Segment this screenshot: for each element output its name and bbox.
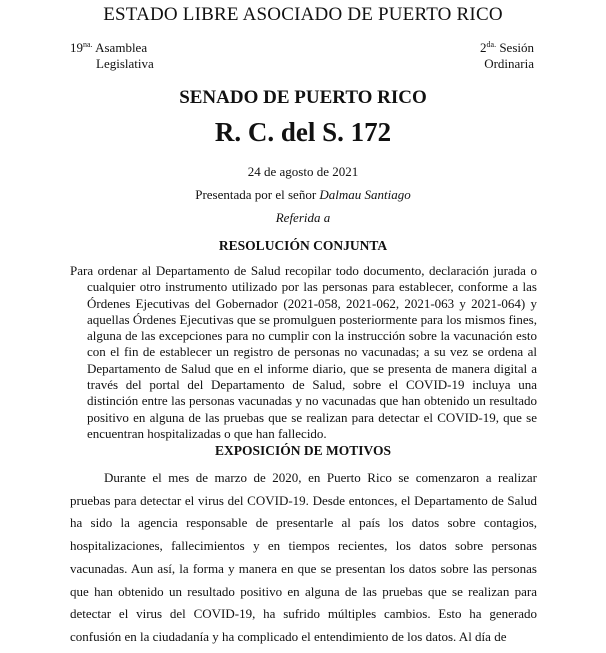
referred-to: Referida a (275, 210, 331, 225)
state-title: ESTADO LIBRE ASOCIADO DE PUERTO RICO (103, 4, 503, 25)
session-label (480, 40, 534, 72)
presented-by (0, 187, 606, 203)
session-word: Sesión (499, 40, 534, 55)
presented-prefix: Presentada por el señor (195, 187, 317, 202)
assembly-type: Legislativa (96, 56, 154, 71)
chamber-title: SENADO DE PUERTO RICO (179, 87, 427, 108)
motives-heading: EXPOSICIÓN DE MOTIVOS (214, 443, 391, 458)
bill-date: 24 de agosto de 2021 (247, 164, 359, 179)
assembly-word: Asamblea (95, 40, 148, 55)
resolution-abstract: Para ordenar al Departamento de Salud recopilar todo documento, declaración jurada o cualquier otro instrumento utilizado por las personas para establecer, conforme a las Órdenes Ejecutivas del Gobernador (2021-058, 2021-062, 2021-063 y 2021-064) y aquellas Órdenes Ejecutivas que se promulguen posteriormente para los mismos fines, alguna de las excepciones para no cumplir con la instrucción sobre la vacunación esto con el fin de establecer un registro de personas no vacunadas; a su vez se ordena al Departamento de Salud que en el informe diario, que se presenta de manera digital a través del portal del Departamento de Salud, sobre el COVID-19 incluya una distinción entre las personas vacunadas y no vacunadas que han obtenido un resultado positivo en alguna de las pruebas que se realizan para detectar el COVID-19, que se encuentran hospitalizadas o que han fallecido. (70, 263, 537, 441)
presenter-name: Dalmau Santiago (319, 187, 411, 202)
assembly-number: 19 (70, 40, 83, 55)
session-type: Ordinaria (484, 56, 534, 71)
assembly-ordinal: na. (83, 40, 93, 49)
session-number: 2 (480, 40, 487, 55)
assembly-label (70, 40, 154, 72)
bill-number: R. C. del S. 172 (214, 117, 392, 147)
resolution-heading: RESOLUCIÓN CONJUNTA (218, 238, 388, 253)
motives-paragraph: Durante el mes de marzo de 2020, en Puerto Rico se comenzaron a realizar pruebas para detectar el virus del COVID-19. Desde entonces, el Departamento de Salud ha sido la agencia responsable de presentarle al país los datos sobre contagios, hospitalizaciones, fallecimientos y en tiempos recientes, los datos sobre personas vacunadas. Aun así, la forma y manera en que se presentan los datos sobre las personas que han obtenido un resultado positivo en alguna de las pruebas que se realizan para detectar el virus del COVID-19, ha sufrido múltiples cambios. Esto ha generado confusión en la ciudadanía y ha complicado el entendimiento de los datos. Al día de (70, 470, 537, 644)
session-ordinal: da. (486, 40, 497, 49)
